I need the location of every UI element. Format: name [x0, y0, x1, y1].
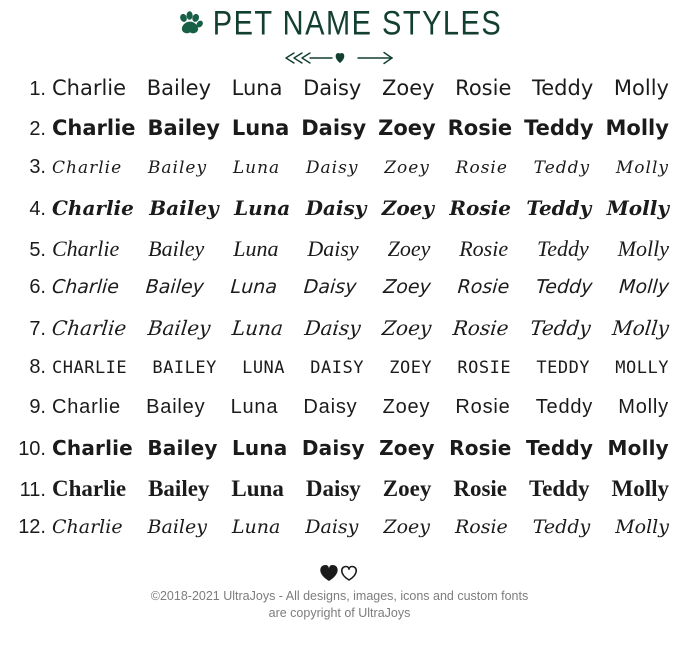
name-sample: Teddy	[524, 116, 594, 140]
row-number: 3.	[29, 156, 46, 178]
name-sample: Zoey	[378, 116, 436, 140]
name-style-row	[6, 316, 673, 356]
name-sample: Charlie	[50, 316, 128, 340]
name-style-row	[6, 436, 673, 476]
row-number: 4.	[29, 198, 46, 220]
name-sample: Teddy	[533, 158, 591, 178]
name-sample: Molly	[618, 276, 670, 298]
name-style-row	[6, 396, 673, 436]
name-sample-group	[52, 516, 673, 538]
name-sample: Luna	[231, 76, 283, 100]
name-sample: Daisy	[301, 116, 367, 140]
name-sample: Bailey	[147, 436, 218, 460]
name-sample: Molly	[617, 236, 669, 261]
name-style-row	[6, 276, 673, 316]
name-style-row	[6, 196, 673, 236]
row-number: 2.	[29, 118, 46, 140]
name-sample: Daisy	[305, 476, 361, 501]
name-sample-group	[51, 276, 674, 298]
name-sample: Rosie	[449, 196, 511, 220]
name-sample: Teddy	[535, 396, 594, 418]
row-number: 9.	[29, 396, 46, 418]
name-sample: Molly	[611, 316, 671, 340]
name-sample: Luna	[231, 516, 281, 538]
name-sample: BAILEY	[152, 358, 217, 378]
name-sample: Bailey	[146, 396, 206, 418]
name-sample: Zoey	[381, 76, 435, 100]
name-sample: Zoey	[382, 276, 432, 298]
name-sample: Teddy	[528, 316, 592, 340]
name-sample: Luna	[232, 158, 281, 178]
name-sample: Rosie	[455, 76, 512, 100]
name-sample-group	[52, 358, 673, 378]
name-sample: Charlie	[52, 396, 121, 418]
footer-line-2: are copyright of UltraJoys	[268, 606, 411, 620]
name-sample: Molly	[615, 516, 669, 538]
name-sample-group	[52, 158, 673, 178]
name-sample: Rosie	[451, 316, 510, 340]
name-sample: Charlie	[52, 236, 120, 261]
name-style-row	[6, 236, 673, 276]
name-sample: Daisy	[303, 76, 362, 100]
name-sample: Rosie	[449, 436, 512, 460]
name-sample: Rosie	[455, 396, 511, 418]
name-sample: Daisy	[305, 516, 359, 538]
name-sample: Luna	[233, 236, 279, 261]
name-sample: Daisy	[303, 396, 358, 418]
name-sample: Zoey	[381, 196, 435, 220]
name-sample: Zoey	[382, 396, 431, 418]
row-number: 12.	[18, 516, 46, 538]
name-sample: Charlie	[52, 476, 127, 501]
name-sample: Bailey	[147, 116, 220, 140]
name-sample: Charlie	[52, 76, 127, 100]
name-sample: Rosie	[456, 276, 511, 298]
name-sample: Luna	[229, 276, 278, 298]
name-sample: Rosie	[459, 236, 509, 261]
name-sample: Zoey	[380, 316, 433, 340]
row-number: 5.	[29, 239, 46, 261]
name-sample: Bailey	[147, 516, 207, 538]
name-sample: Molly	[607, 436, 669, 460]
name-sample-group	[52, 476, 673, 502]
copyright-footer	[0, 586, 679, 622]
name-sample: Luna	[230, 396, 279, 418]
name-sample: Molly	[611, 476, 669, 501]
name-sample: Molly	[605, 116, 669, 140]
name-sample-group	[52, 236, 673, 262]
name-sample: MOLLY	[615, 358, 669, 378]
name-sample: Bailey	[146, 76, 211, 100]
page-header	[0, 0, 679, 44]
name-sample: Charlie	[52, 516, 123, 538]
name-sample: Molly	[615, 158, 669, 178]
name-sample: CHARLIE	[52, 358, 128, 378]
name-sample: Zoey	[379, 436, 435, 460]
name-sample: Zoey	[384, 158, 430, 178]
name-sample-group	[52, 396, 673, 419]
name-sample-group	[51, 316, 675, 340]
name-sample: LUNA	[242, 358, 286, 378]
name-sample: Bailey	[146, 316, 212, 340]
name-sample-group	[52, 196, 673, 220]
row-number: 1.	[29, 78, 46, 100]
name-sample: Rosie	[455, 158, 508, 178]
name-sample-group	[52, 436, 673, 460]
name-sample: Teddy	[537, 236, 589, 261]
name-sample: Zoey	[382, 476, 432, 501]
name-sample: Charlie	[52, 116, 136, 140]
name-sample: Teddy	[526, 196, 592, 220]
name-style-list	[0, 70, 679, 556]
name-sample: Luna	[230, 316, 285, 340]
name-sample: Rosie	[454, 516, 508, 538]
arrow-heart-divider-icon	[0, 46, 679, 70]
name-sample: Rosie	[453, 476, 507, 501]
page-title: PET NAME STYLES	[212, 4, 503, 43]
name-sample: Daisy	[303, 316, 362, 340]
name-sample: Bailey	[148, 236, 205, 261]
name-sample: ZOEY	[389, 358, 433, 378]
name-sample: Daisy	[305, 158, 359, 178]
name-sample: Luna	[234, 196, 291, 220]
name-sample: Teddy	[535, 276, 594, 298]
name-sample: Daisy	[301, 436, 365, 460]
name-sample: Luna	[231, 436, 288, 460]
row-number: 6.	[29, 276, 46, 298]
name-style-row	[6, 356, 673, 396]
name-sample: Zoey	[383, 516, 430, 538]
name-sample: Charlie	[52, 436, 133, 460]
name-style-row	[6, 116, 673, 156]
row-number: 10.	[18, 438, 46, 460]
name-style-row	[6, 156, 673, 196]
name-sample: Bailey	[148, 476, 210, 501]
name-sample: Charlie	[51, 276, 120, 298]
row-number: 11.	[19, 479, 46, 501]
name-sample: Teddy	[532, 516, 591, 538]
name-sample: Molly	[606, 196, 669, 220]
name-sample: Bailey	[147, 158, 208, 178]
name-sample: Luna	[231, 116, 290, 140]
name-style-row	[6, 76, 673, 116]
row-number: 8.	[29, 356, 46, 378]
name-style-row	[6, 516, 673, 556]
name-sample: Teddy	[532, 76, 594, 100]
name-sample: DAISY	[310, 358, 364, 378]
name-sample: Teddy	[528, 476, 590, 501]
name-sample: Teddy	[525, 436, 594, 460]
double-heart-icon	[0, 560, 679, 586]
name-sample: ROSIE	[457, 358, 512, 378]
name-sample: Bailey	[149, 196, 219, 220]
name-sample: Daisy	[305, 196, 367, 220]
name-sample: Luna	[231, 476, 284, 501]
name-sample: Molly	[613, 76, 669, 100]
row-number: 7.	[29, 318, 46, 340]
name-sample: Molly	[618, 396, 669, 418]
name-sample: Charlie	[52, 196, 134, 220]
footer-line-1: ©2018-2021 UltraJoys - All designs, images, icons and custom fonts	[150, 589, 529, 603]
name-sample: Daisy	[303, 276, 358, 298]
name-sample: Daisy	[307, 236, 359, 261]
paw-print-icon	[177, 11, 203, 37]
name-sample: Bailey	[145, 276, 205, 298]
name-sample: TEDDY	[536, 358, 591, 378]
name-sample: Rosie	[447, 116, 513, 140]
name-sample: Zoey	[387, 236, 431, 261]
name-sample-group	[52, 76, 673, 100]
name-sample-group	[52, 116, 673, 140]
name-style-row	[6, 476, 673, 516]
name-sample: Charlie	[52, 158, 123, 178]
